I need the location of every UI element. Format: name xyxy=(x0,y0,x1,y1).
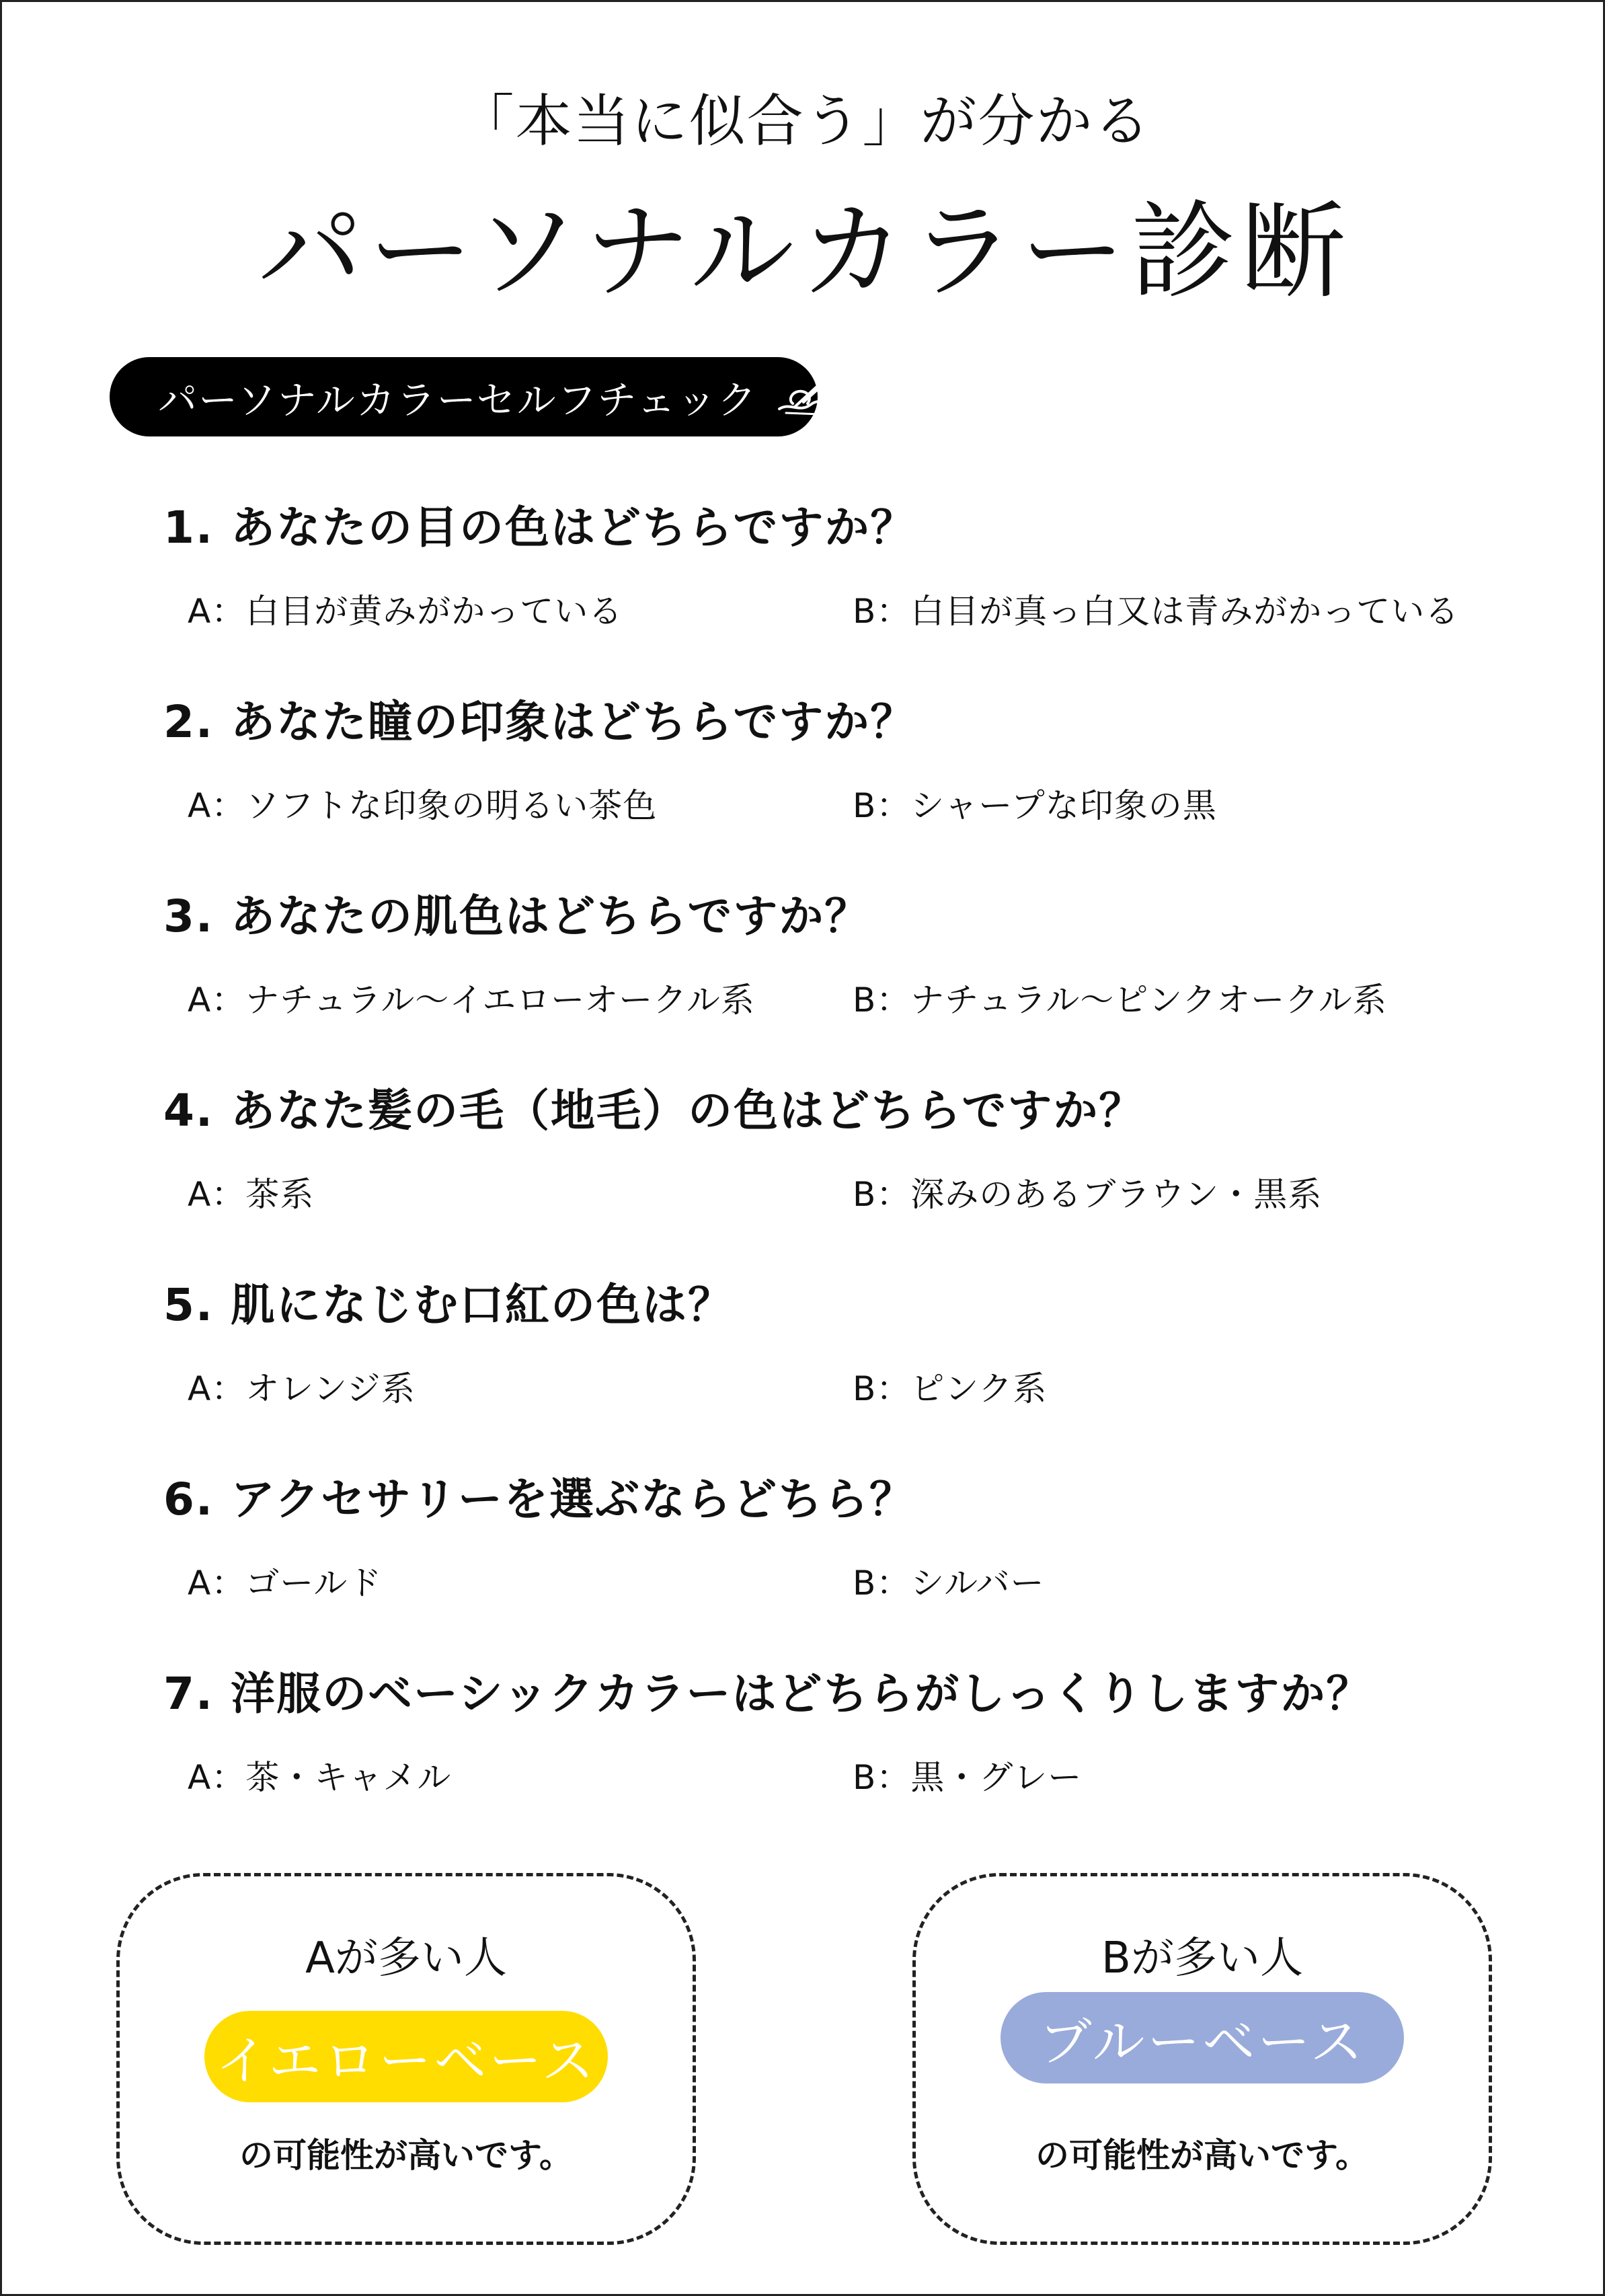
result-b-heading: Bが多い人 xyxy=(1101,1934,1303,1983)
question-1: 1. あなたの目の色はどちらですか？ xyxy=(163,502,916,553)
question-6-option-a: A：ゴールド xyxy=(188,1564,383,1603)
result-a-note: の可能性が高いです。 xyxy=(239,2136,573,2175)
question-1-option-a: A：白目が黄みがかっている xyxy=(188,592,623,631)
self-check-label: パーソナルカラーセルフチェック xyxy=(158,377,758,423)
question-2: 2. あなた瞳の印象はどちらですか？ xyxy=(163,696,916,748)
question-5-option-b: B：ピンク系 xyxy=(853,1369,1048,1408)
question-4-option-a: A：茶系 xyxy=(188,1175,315,1214)
result-b-note: の可能性が高いです。 xyxy=(1035,2136,1369,2175)
result-box-b xyxy=(912,1873,1492,2245)
result-a-heading: Aが多い人 xyxy=(305,1934,507,1983)
question-3-option-b: B：ナチュラル〜ピンクオークル系 xyxy=(853,981,1387,1020)
blue-base-badge: ブルーベース xyxy=(1001,1992,1404,2083)
question-6-option-b: B：シルバー xyxy=(853,1564,1045,1603)
question-4-option-b: B：深みのあるブラウン・黒系 xyxy=(853,1175,1323,1214)
question-7-option-a: A：茶・キャメル xyxy=(188,1758,452,1797)
question-5: 5. 肌になじむ口紅の色は？ xyxy=(163,1279,734,1331)
result-box-a xyxy=(116,1873,696,2245)
question-7: 7. 洋服のベーシックカラーはどちらがしっくりしますか？ xyxy=(163,1668,1372,1720)
question-3-option-a: A：ナチュラル〜イエローオークル系 xyxy=(188,981,755,1020)
question-5-option-a: A：オレンジ系 xyxy=(188,1369,416,1408)
question-2-option-b: B：シャープな印象の黒 xyxy=(853,786,1217,825)
yellow-base-badge: イエローベース xyxy=(204,2011,608,2102)
page-title: パーソナルカラー診断 xyxy=(258,190,1352,313)
question-1-option-b: B：白目が真っ白又は青みがかっている xyxy=(853,592,1460,631)
self-check-banner xyxy=(110,357,818,436)
question-3: 3. あなたの肌色はどちらですか？ xyxy=(163,890,871,942)
page-subtitle: 「本当に似合う」が分かる xyxy=(457,88,1152,154)
pen-writing-icon xyxy=(773,373,837,421)
question-4: 4. あなた髪の毛（地毛）の色はどちらですか？ xyxy=(163,1085,1145,1137)
question-7-option-b: B：黒・グレー xyxy=(853,1758,1083,1797)
question-2-option-a: A：ソフトな印象の明るい茶色 xyxy=(188,786,658,825)
question-6: 6. アクセサリーを選ぶならどちら？ xyxy=(163,1474,915,1525)
